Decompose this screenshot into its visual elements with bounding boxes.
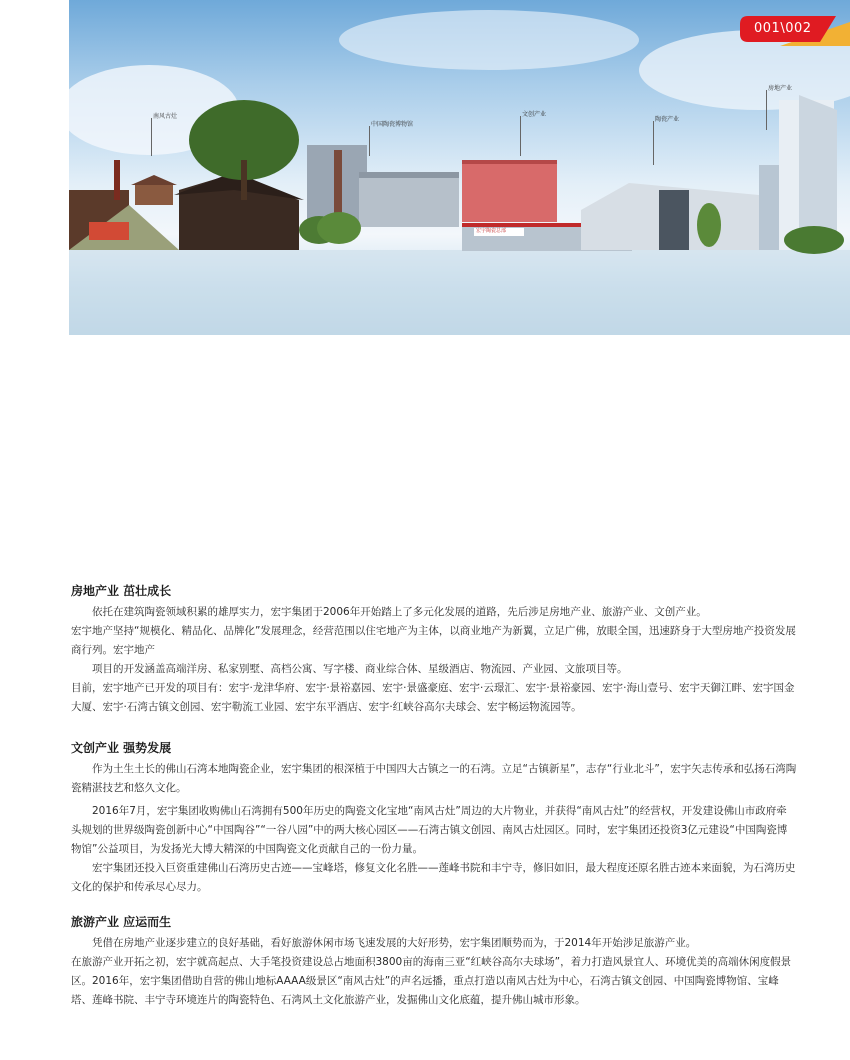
paragraph: 项目的开发涵盖高端洋房、私家别墅、高档公寓、写字楼、商业综合体、星级酒店、物流园、产业园、文旅项目等。 <box>92 663 628 675</box>
section-culture <box>71 739 797 897</box>
callout-culture: 文创产业 <box>522 111 547 118</box>
paragraph: 作为土生土长的佛山石湾本地陶瓷企业，宏宇集团的根深植于中国四大古镇之一的石湾。立足“古镇新星”，志存“行业北斗”，宏宇矢志传承和弘扬石湾陶瓷精湛技艺和悠久文化。 <box>71 763 797 794</box>
callout-estate: 房地产业 <box>768 85 793 92</box>
callout-line <box>766 90 767 130</box>
callout-museum: 中国陶瓷博物馆 <box>371 121 414 128</box>
paragraph: 2016年7月，宏宇集团收购佛山石湾拥有500年历史的陶瓷文化宝地“南风古灶”周边的大片物业，并获得“南风古灶”的经营权，开发建设佛山市政府牵头规划的世界级陶瓷创新中心“中国陶谷”“一谷八园”中的两大核心园区——石湾古镇文创园、南风古灶园区。同时，宏宇集团还投资3亿元建设“中国陶瓷博物馆”公益项目，为发扬光大博大精深的中国陶瓷文化贡献自己的一份力量。 <box>71 805 788 855</box>
callout-line <box>369 126 370 156</box>
paragraph: 宏宇集团还投入巨资重建佛山石湾历史古迹——宝峰塔，修复文化名胜——莲峰书院和丰宁寺，修旧如旧，最大程度还原名胜古迹本来面貌，为石湾历史文化的保护和传承尽心尽力。 <box>71 862 796 893</box>
paragraph: 目前，宏宇地产已开发的项目有：宏宇·龙津华府、宏宇·景裕嘉园、宏宇·景盛豪庭、宏宇·云璟汇、宏宇·景裕豪园、宏宇·海山壹号、宏宇天御江畔、宏宇国金大厦、宏宇·石湾古镇文创园、宏宇勒流工业园、宏宇东平酒店、宏宇·红峡谷高尔夫球会、宏宇畅运物流园等。 <box>71 682 795 713</box>
hero-illustration <box>69 0 850 335</box>
callout-line <box>520 116 521 156</box>
paragraph: 凭借在房地产业逐步建立的良好基础，看好旅游休闲市场飞速发展的大好形势，宏宇集团顺势而为，于2014年开始涉足旅游产业。 <box>92 937 697 949</box>
paragraph: 依托在建筑陶瓷领域积累的雄厚实力，宏宇集团于2006年开始踏上了多元化发展的道路，先后涉足房地产业、旅游产业、文创产业。 <box>92 606 707 618</box>
callout-ceramic: 陶瓷产业 <box>655 116 680 123</box>
callout-line <box>151 118 152 156</box>
callout-line <box>653 121 654 165</box>
paragraph: 宏宇地产坚持“规模化、精品化、品牌化”发展理念，经营范围以住宅地产为主体，以商业地产为新翼，立足广佛，放眼全国，迅速跻身于大型房地产投资发展商行列。宏宇地产 <box>71 625 796 656</box>
callout-nanfeng: 南风古灶 <box>153 113 178 120</box>
page-badge <box>740 16 850 46</box>
paragraph: 在旅游产业开拓之初，宏宇就高起点、大手笔投资建设总占地面积3800亩的海南三亚“红峡谷高尔夫球场”，着力打造风景宜人、环境优美的高端休闲度假景区。2016年，宏宇集团借助自营的佛山地标AAAA级景区“南风古灶”的声名远播，重点打造以南风古灶为中心，石湾古镇文创园、中国陶瓷博物馆、宝峰塔、莲峰书院、丰宁寺环境连片的陶瓷特色、石湾风土文化旅游产业，发掘佛山文化底蕴，提升佛山城市形象。 <box>71 956 792 1006</box>
section-tourism <box>71 913 797 1010</box>
section-title: 文创产业 强势发展 <box>71 741 172 755</box>
section-title: 旅游产业 应运而生 <box>71 915 172 929</box>
section-title: 房地产业 茁壮成长 <box>71 584 172 598</box>
hero-banner <box>69 0 850 335</box>
page-number: 001\002 <box>754 21 812 36</box>
store-sign: 宏宇陶瓷总部 <box>476 228 507 234</box>
section-real-estate <box>71 582 797 717</box>
